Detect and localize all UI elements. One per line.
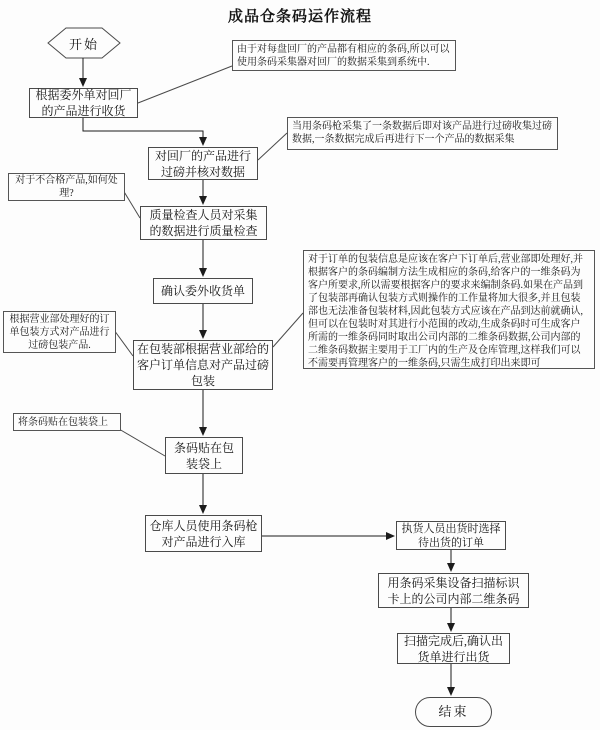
step-receive-goods: 根据委外单对回厂的产品进行收货 xyxy=(29,88,138,118)
note-stick-on-bag: 将条码贴在包装袋上 xyxy=(13,413,121,431)
leader-note-packing-method xyxy=(114,330,133,356)
step-stick-barcode: 条码贴在包装袋上 xyxy=(165,437,243,474)
note-barcode-collector: 由于对每盘回厂的产品都有相应的条码,所以可以使用条码采集器对回厂的数据采集到系统中. xyxy=(232,40,456,71)
step-confirm-ship: 扫描完成后,确认出货单进行出货 xyxy=(397,633,510,664)
step-scan-qr: 用条码采集设备扫描标识卡上的公司内部二维条码 xyxy=(378,573,529,608)
note-packing-method: 根据营业部处理好的订单包装方式对产品进行过磅包装产品. xyxy=(3,311,116,353)
step-packaging: 在包装部根据营业部给的客户订单信息对产品过磅包装 xyxy=(133,340,273,390)
leader-note-collector xyxy=(138,66,232,103)
leader-note-stick-on-bag xyxy=(119,429,165,456)
page-title: 成品仓条码运作流程 xyxy=(227,9,372,25)
note-unqualified: 对于不合格产品,如何处理? xyxy=(8,173,125,201)
step-pick-order: 执货人员出货时选择待出货的订单 xyxy=(396,521,506,550)
step-quality-check: 质量检查人员对采集的数据进行质量检查 xyxy=(140,206,267,240)
step-confirm-receipt: 确认委外收货单 xyxy=(153,278,253,304)
step-weigh-check: 对回厂的产品进行过磅并核对数据 xyxy=(148,147,258,180)
leader-note-unqualified xyxy=(123,190,140,218)
connector-receive-to-weigh xyxy=(83,118,203,145)
start-node: 开始 xyxy=(68,36,99,52)
note-packaging-info: 对于订单的包装信息是应该在客户下订单后,营业部即处理好,并根据客户的条码编制方法生成相应的条码,给客户的一维条码为客户所要求,所以需要根据客户的要求来编制条码.如果在产品到了包装部再确认包装方式则操作的工作量将加大很多,并且包装部也无法准备包装材料,因此包装方式应该在产品到达前就确认,但可以在包装时对其进行小范围的改动,生成条码时可生成客户所需的一维条码同时取出公司内部的二维条码数据,公司内部的二维条码数据主要用于工厂内的生产及仓库管理,这样我们可以不需要再管理客户的一维条码,只需生成打印出来即可 xyxy=(303,250,595,369)
step-warehouse-in: 仓库人员使用条码枪对产品进行入库 xyxy=(145,515,262,552)
leader-note-packaging-info xyxy=(273,313,303,347)
end-node: 结束 xyxy=(415,697,492,727)
note-weigh-collect: 当用条码枪采集了一条数据后即对该产品进行过磅收集过磅数据,一条数据完成后再进行下一个产品的数据采集 xyxy=(287,117,558,150)
leader-note-weigh xyxy=(258,133,287,160)
